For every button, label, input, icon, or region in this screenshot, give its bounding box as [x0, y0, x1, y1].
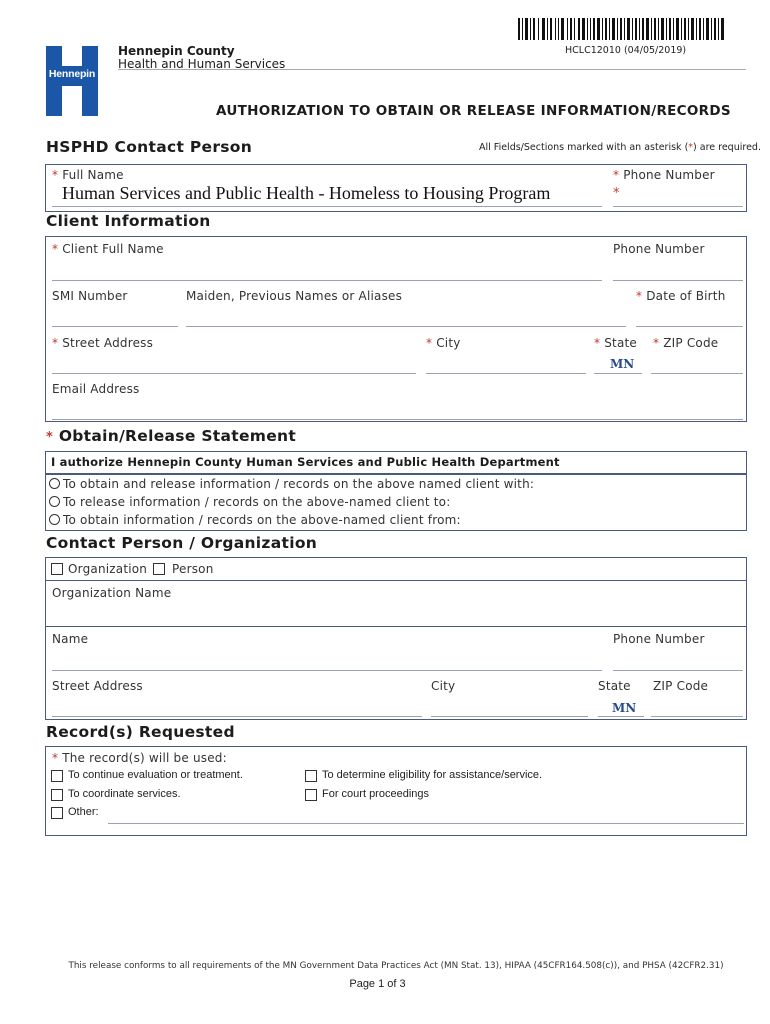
city-input[interactable]: [426, 353, 586, 371]
client-full-name-label: [52, 242, 164, 256]
required-asterisk: *: [52, 168, 59, 182]
contact-name-underline: [52, 670, 602, 671]
dob-input[interactable]: [636, 306, 743, 324]
authorize-text: I authorize Hennepin County Human Services and Public Health Department: [51, 455, 560, 469]
records-used-label: [52, 751, 227, 765]
state-input[interactable]: MN: [610, 357, 635, 371]
smi-label: SMI Number: [52, 289, 128, 303]
org-state-underline: [598, 716, 644, 717]
required-note: [479, 142, 761, 153]
required-asterisk: *: [46, 430, 54, 445]
contact-heading: HSPHD Contact Person: [46, 138, 253, 156]
org-street-underline: [52, 716, 422, 717]
hennepin-logo: [44, 46, 100, 116]
statement-heading: [46, 427, 296, 445]
client-full-name-underline: [52, 280, 602, 281]
zip-label: [653, 336, 718, 350]
street-label-text: Street Address: [62, 336, 154, 350]
contact-full-name-input[interactable]: Human Services and Public Health - Homeless to Housing Program: [62, 183, 551, 203]
records-other-label: Other:: [68, 806, 99, 818]
records-heading: Record(s) Requested: [46, 723, 235, 741]
barcode: [518, 18, 724, 40]
smi-input[interactable]: [52, 306, 178, 324]
city-label-text: City: [436, 336, 461, 350]
state-underline: [594, 373, 642, 374]
org-state-label: State: [598, 679, 631, 693]
org-type-person-label: Person: [172, 562, 214, 576]
street-label: [52, 336, 153, 350]
client-heading: Client Information: [46, 212, 211, 230]
email-underline: [52, 419, 743, 420]
logo-text: Hennepin: [48, 68, 96, 80]
records-eligibility-checkbox[interactable]: [305, 770, 317, 782]
records-eligibility-label: To determine eligibility for assistance/service.: [322, 769, 543, 781]
org-state-input[interactable]: MN: [612, 701, 637, 715]
org-street-label: Street Address: [52, 679, 143, 693]
required-asterisk: *: [52, 242, 59, 256]
client-phone-input[interactable]: [613, 260, 743, 278]
header-rule: [118, 69, 746, 70]
records-coord-label: To coordinate services.: [68, 788, 181, 800]
records-coord-checkbox[interactable]: [51, 789, 63, 801]
org-name-input[interactable]: [52, 604, 743, 622]
org-street-input[interactable]: [52, 696, 422, 714]
org-city-label: City: [431, 679, 456, 693]
required-asterisk: *: [594, 336, 601, 350]
required-note-asterisk: *: [688, 142, 694, 153]
option-obtain-label: To obtain information / records on the above-named client from:: [63, 513, 461, 527]
records-used-text: The record(s) will be used:: [62, 751, 227, 765]
required-asterisk: *: [636, 289, 643, 303]
contact-phone-asterisk: *: [613, 186, 620, 201]
contact-phone-underline: [613, 206, 743, 207]
org-type-organization-checkbox[interactable]: [51, 563, 63, 575]
org-heading: Contact Person / Organization: [46, 534, 318, 552]
org-city-underline: [431, 716, 588, 717]
barcode-graphic: [518, 18, 724, 40]
org-name-label: Organization Name: [52, 586, 172, 600]
contact-name-input[interactable]: [52, 650, 602, 668]
street-input[interactable]: [52, 353, 416, 371]
records-other-input[interactable]: [108, 806, 744, 822]
records-court-label: For court proceedings: [322, 788, 429, 800]
city-label: [426, 336, 461, 350]
radio-release[interactable]: [49, 496, 60, 507]
required-note-post: ) are required.: [693, 142, 761, 153]
contact-full-name-label: [52, 168, 124, 182]
records-eval-label: To continue evaluation or treatment.: [68, 769, 243, 781]
client-full-name-input[interactable]: [52, 260, 602, 278]
maiden-underline: [186, 326, 626, 327]
required-asterisk: *: [613, 168, 620, 182]
client-phone-label: Phone Number: [613, 242, 705, 256]
contact-full-name-underline: [52, 206, 602, 207]
page-number: Page 1 of 3: [349, 978, 406, 990]
org-city-input[interactable]: [431, 696, 588, 714]
dob-label: [636, 289, 726, 303]
org-zip-label: ZIP Code: [653, 679, 709, 693]
org-zip-input[interactable]: [651, 696, 743, 714]
required-asterisk: *: [653, 336, 660, 350]
org-zip-underline: [651, 716, 743, 717]
email-input[interactable]: [52, 399, 743, 417]
contact-phone-label: [613, 168, 715, 182]
state-label-text: State: [604, 336, 637, 350]
maiden-input[interactable]: [186, 306, 626, 324]
records-eval-checkbox[interactable]: [51, 770, 63, 782]
required-note-pre: All Fields/Sections marked with an asterisk (: [479, 142, 689, 153]
form-title: AUTHORIZATION TO OBTAIN OR RELEASE INFORMATION/RECORDS: [216, 103, 731, 119]
statement-heading-text: Obtain/Release Statement: [58, 427, 297, 445]
contact-name-label: Name: [52, 632, 89, 646]
smi-underline: [52, 326, 178, 327]
org-type-divider: [46, 580, 746, 581]
option-release-label: To release information / records on the above-named client to:: [63, 495, 451, 509]
records-court-checkbox[interactable]: [305, 789, 317, 801]
records-other-checkbox[interactable]: [51, 807, 63, 819]
org-type-organization-label: Organization: [68, 562, 148, 576]
zip-input[interactable]: [651, 353, 743, 371]
email-label: Email Address: [52, 382, 140, 396]
org-name: Hennepin County: [118, 44, 235, 58]
org-phone-input[interactable]: [613, 650, 743, 668]
city-underline: [426, 373, 586, 374]
required-asterisk: *: [426, 336, 433, 350]
zip-underline: [651, 373, 743, 374]
hennepin-logo-graphic: [44, 46, 100, 116]
org-phone-label: Phone Number: [613, 632, 705, 646]
client-full-name-text: Client Full Name: [62, 242, 164, 256]
client-phone-underline: [613, 280, 743, 281]
street-underline: [52, 373, 416, 374]
dob-underline: [636, 326, 743, 327]
records-other-underline: [108, 823, 744, 824]
radio-obtain-and-release[interactable]: [49, 478, 60, 489]
org-name-underline: [46, 626, 746, 627]
dob-label-text: Date of Birth: [646, 289, 726, 303]
required-asterisk: *: [52, 751, 59, 765]
contact-phone-input[interactable]: [625, 186, 743, 202]
state-label: [594, 336, 637, 350]
option-obtain-and-release-label: To obtain and release information / records on the above named client with:: [63, 477, 535, 491]
maiden-label: Maiden, Previous Names or Aliases: [186, 289, 403, 303]
required-asterisk: *: [52, 336, 59, 350]
phone-label-text: Phone Number: [623, 168, 715, 182]
org-type-person-checkbox[interactable]: [153, 563, 165, 575]
dept-name: Health and Human Services: [118, 57, 286, 71]
form-code: HCLC12010 (04/05/2019): [565, 45, 687, 56]
full-name-label-text: Full Name: [62, 168, 124, 182]
zip-label-text: ZIP Code: [663, 336, 719, 350]
conformance-note: This release conforms to all requirements of the MN Government Data Practices Act (MN Stat. 13), HIPAA (45CFR164.508(c)), and PHSA (42CFR2.31): [68, 961, 724, 971]
org-phone-underline: [613, 670, 743, 671]
radio-obtain[interactable]: [49, 514, 60, 525]
